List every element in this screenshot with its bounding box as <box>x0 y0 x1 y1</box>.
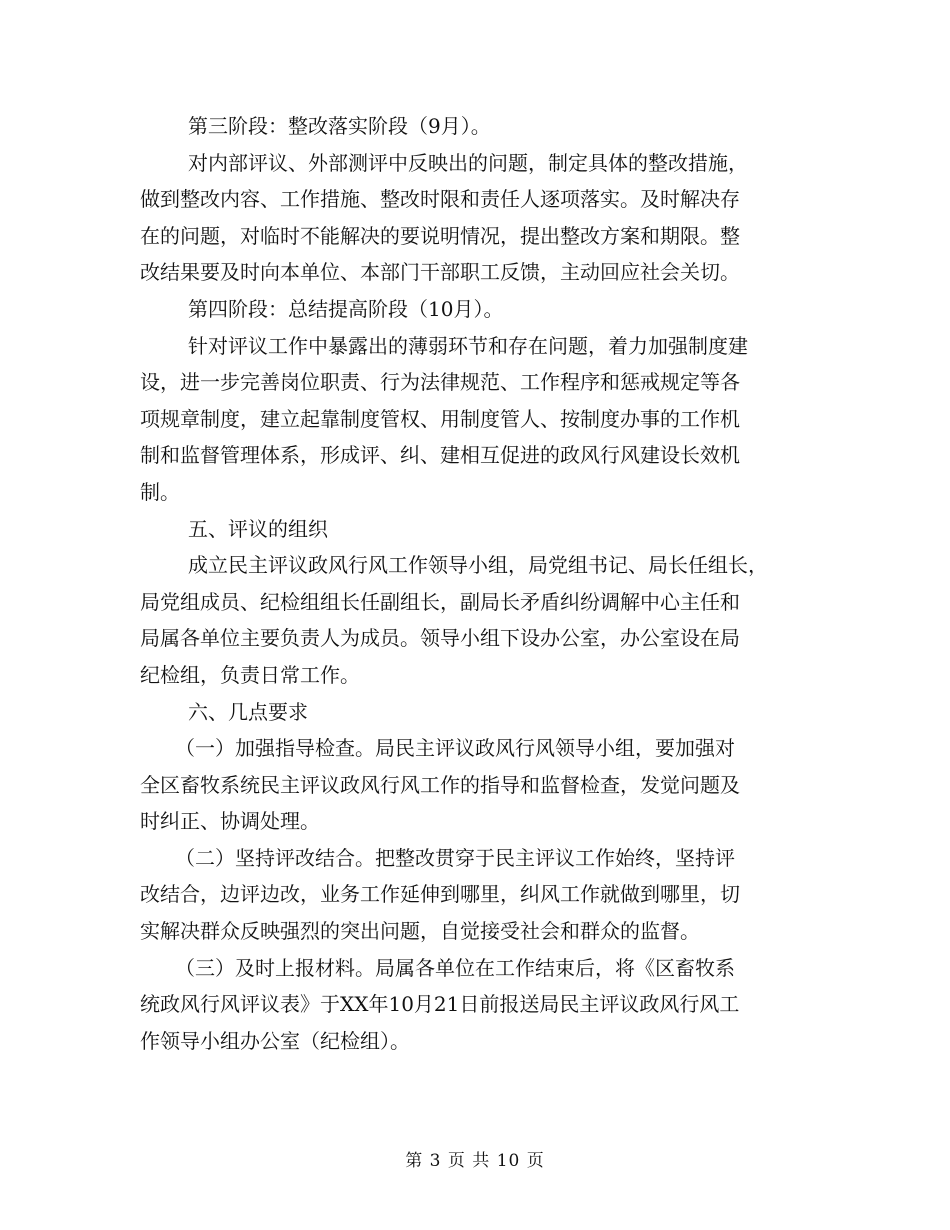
paragraph-req1 <box>140 730 800 840</box>
text-line: （三）及时上报材料。局属各单位在工作结束后，将《区畜牧系 <box>175 955 735 980</box>
page-number-footer: 第 3 页 共 10 页 <box>405 1151 545 1171</box>
paragraph-req3 <box>140 950 800 1060</box>
text-line: 时纠正、协调处理。 <box>140 809 320 834</box>
text-line: 对内部评议、外部测评中反映出的问题，制定具体的整改措施， <box>188 150 748 175</box>
paragraph-phase4-heading <box>140 291 800 328</box>
text-line: 针对评议工作中暴露出的薄弱环节和存在问题，着力加强制度建 <box>188 333 748 358</box>
paragraph-phase3-body <box>140 145 800 291</box>
text-line: 成立民主评议政风行风工作领导小组，局党组书记、局长任组长， <box>188 553 768 578</box>
text-line: 制和监督管理体系，形成评、纠、建相互促进的政风行风建设长效机 <box>140 443 740 468</box>
text-line: 局属各单位主要负责人为成员。领导小组下设办公室，办公室设在局 <box>140 626 740 651</box>
text-line: 在的问题，对临时不能解决的要说明情况，提出整改方案和期限。整 <box>140 223 740 248</box>
text-line: 五、评议的组织 <box>188 516 328 541</box>
text-line: 统政风行风评议表》于XX年10月21日前报送局民主评议政风行风工 <box>140 992 740 1017</box>
paragraph-section5-heading <box>140 511 800 548</box>
text-line: 实解决群众反映强烈的突出问题，自觉接受社会和群众的监督。 <box>140 919 700 944</box>
paragraph-phase4-body <box>140 328 800 511</box>
text-line: 改结果要及时向本单位、本部门干部职工反馈，主动回应社会关切。 <box>140 260 740 285</box>
text-line: 制。 <box>140 479 180 504</box>
text-line: 项规章制度，建立起靠制度管权、用制度管人、按制度办事的工作机 <box>140 406 740 431</box>
paragraph-req2 <box>140 840 800 950</box>
text-line: 全区畜牧系统民主评议政风行风工作的指导和监督检查，发觉问题及 <box>140 772 740 797</box>
text-line: （一）加强指导检查。局民主评议政风行风领导小组，要加强对 <box>175 736 735 761</box>
text-line: 六、几点要求 <box>188 699 308 724</box>
document-body <box>140 108 800 1059</box>
text-line: 作领导小组办公室（纪检组）。 <box>140 1028 410 1053</box>
text-line: （二）坚持评改结合。把整改贯穿于民主评议工作始终，坚持评 <box>175 845 735 870</box>
text-line: 做到整改内容、工作措施、整改时限和责任人逐项落实。及时解决存 <box>140 187 740 212</box>
paragraph-phase3-heading <box>140 108 800 145</box>
text-line: 第三阶段：整改落实阶段（9月）。 <box>188 114 491 138</box>
paragraph-section5-body <box>140 547 800 693</box>
text-line: 局党组成员、纪检组组长任副组长，副局长矛盾纠纷调解中心主任和 <box>140 589 740 614</box>
text-line: 第四阶段：总结提高阶段（10月）。 <box>188 296 504 321</box>
paragraph-section6-heading <box>140 694 800 731</box>
text-line: 设，进一步完善岗位职责、行为法律规范、工作程序和惩戒规定等各 <box>140 370 740 395</box>
text-line: 纪检组，负责日常工作。 <box>140 662 360 687</box>
text-line: 改结合，边评边改，业务工作延伸到哪里，纠风工作就做到哪里，切 <box>140 882 740 907</box>
